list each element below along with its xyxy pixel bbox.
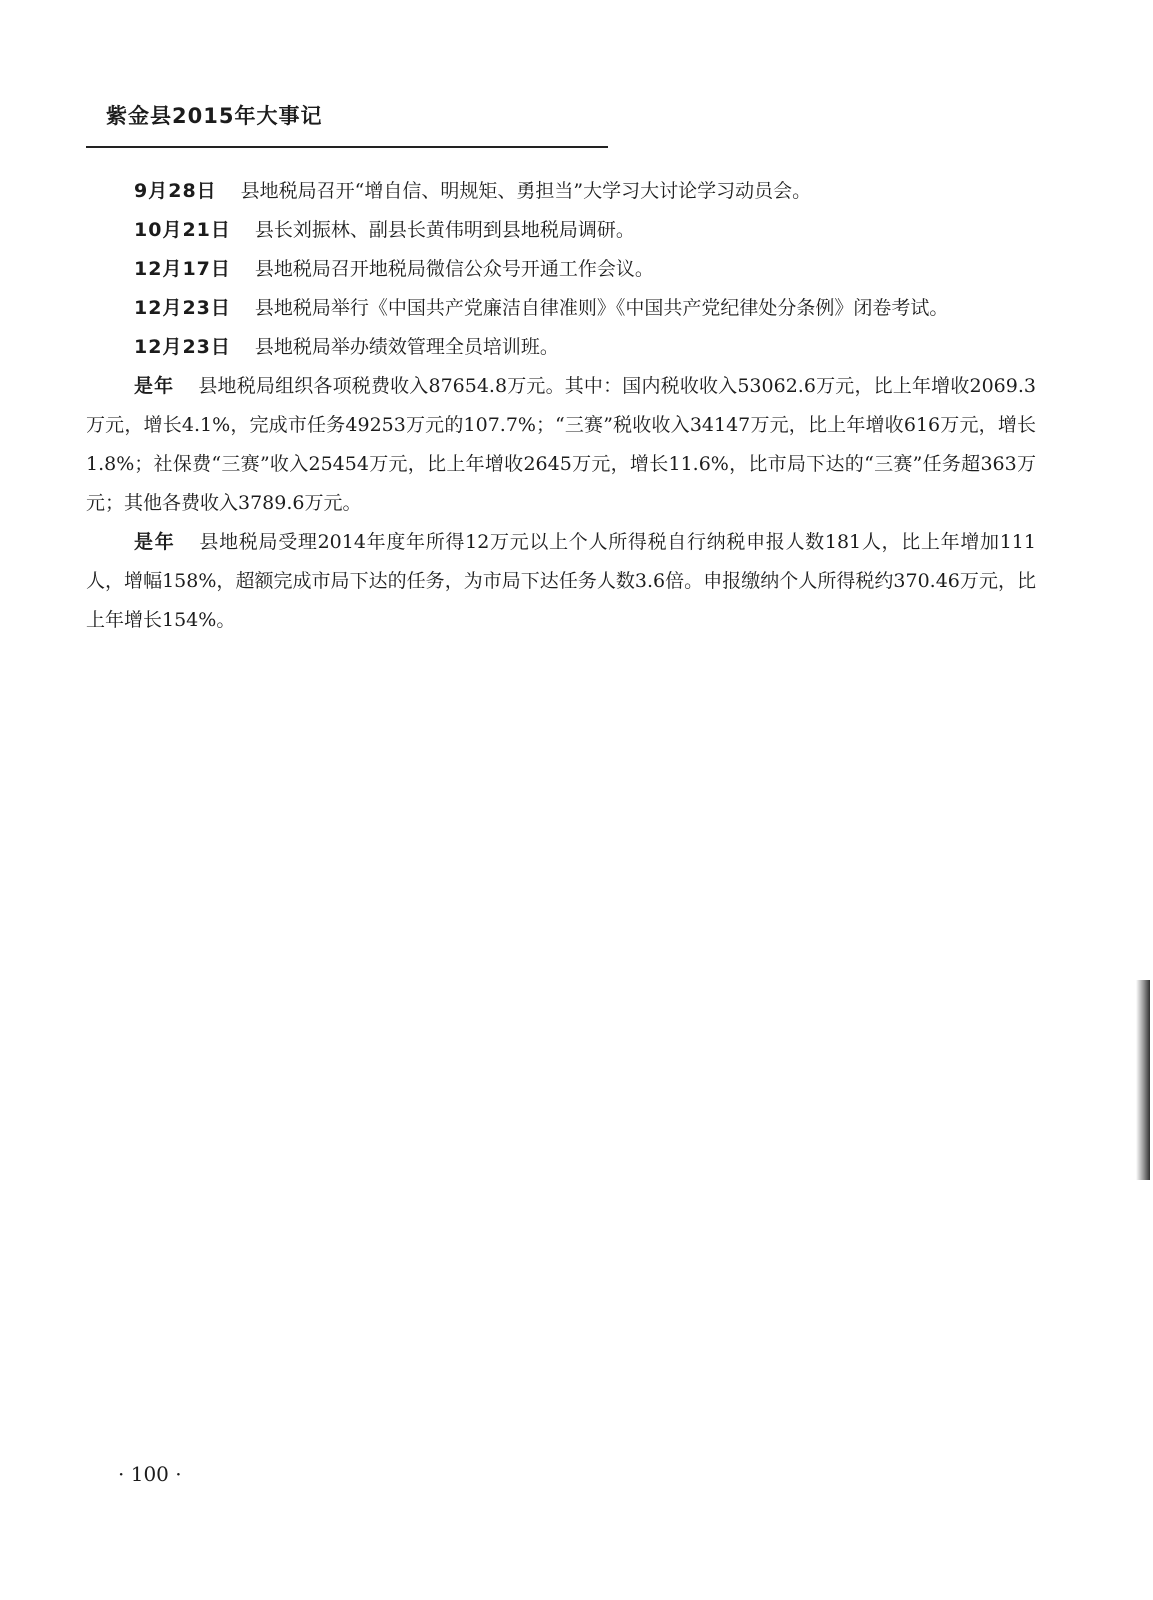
chronicle-entry xyxy=(86,289,1036,328)
chronicle-entry xyxy=(86,211,1036,250)
chronicle-entry xyxy=(86,250,1036,289)
chronicle-entry xyxy=(86,367,1036,523)
page-header-title: 紫金县2015年大事记 xyxy=(106,104,323,128)
entry-date: 9月28日 xyxy=(134,180,217,202)
entry-text: 县地税局组织各项税费收入87654.8万元。其中：国内税收收入53062.6万元，比上年增收2069.3万元，增长4.1%，完成市任务49253万元的107.7%；“三赛”税收收入34147万元，比上年增收616万元，增长1.8%；社保费“三赛”收入25454万元，比上年增收2645万元，增长11.6%，比市局下达的“三赛”任务超363万元；其他各费收入3789.6万元。 xyxy=(86,375,1036,514)
entry-date: 10月21日 xyxy=(134,219,231,241)
chronicle-body xyxy=(86,172,1036,640)
chronicle-entry xyxy=(86,328,1036,367)
entry-text: 县地税局举办绩效管理全员培训班。 xyxy=(254,336,559,358)
header-divider xyxy=(86,146,608,148)
entry-text: 县地税局召开“增自信、明规矩、勇担当”大学习大讨论学习动员会。 xyxy=(240,180,812,202)
chronicle-entry xyxy=(86,172,1036,211)
entry-text: 县长刘振林、副县长黄伟明到县地税局调研。 xyxy=(254,219,635,241)
entry-text: 县地税局受理2014年度年所得12万元以上个人所得税自行纳税申报人数181人，比上年增加111人，增幅158%，超额完成市局下达的任务，为市局下达任务人数3.6倍。申报缴纳个人所得税约370.46万元，比上年增长154%。 xyxy=(86,531,1036,631)
page-number: · 100 · xyxy=(118,1462,182,1486)
entry-date: 是年 xyxy=(134,531,176,553)
scan-edge-shadow xyxy=(1136,980,1150,1180)
chronicle-entry xyxy=(86,523,1036,640)
entry-date: 是年 xyxy=(134,375,175,397)
entry-date: 12月17日 xyxy=(134,258,231,280)
entry-text: 县地税局举行《中国共产党廉洁自律准则》《中国共产党纪律处分条例》闭卷考试。 xyxy=(254,297,949,319)
entry-text: 县地税局召开地税局微信公众号开通工作会议。 xyxy=(254,258,654,280)
entry-date: 12月23日 xyxy=(134,297,231,319)
entry-date: 12月23日 xyxy=(134,336,231,358)
